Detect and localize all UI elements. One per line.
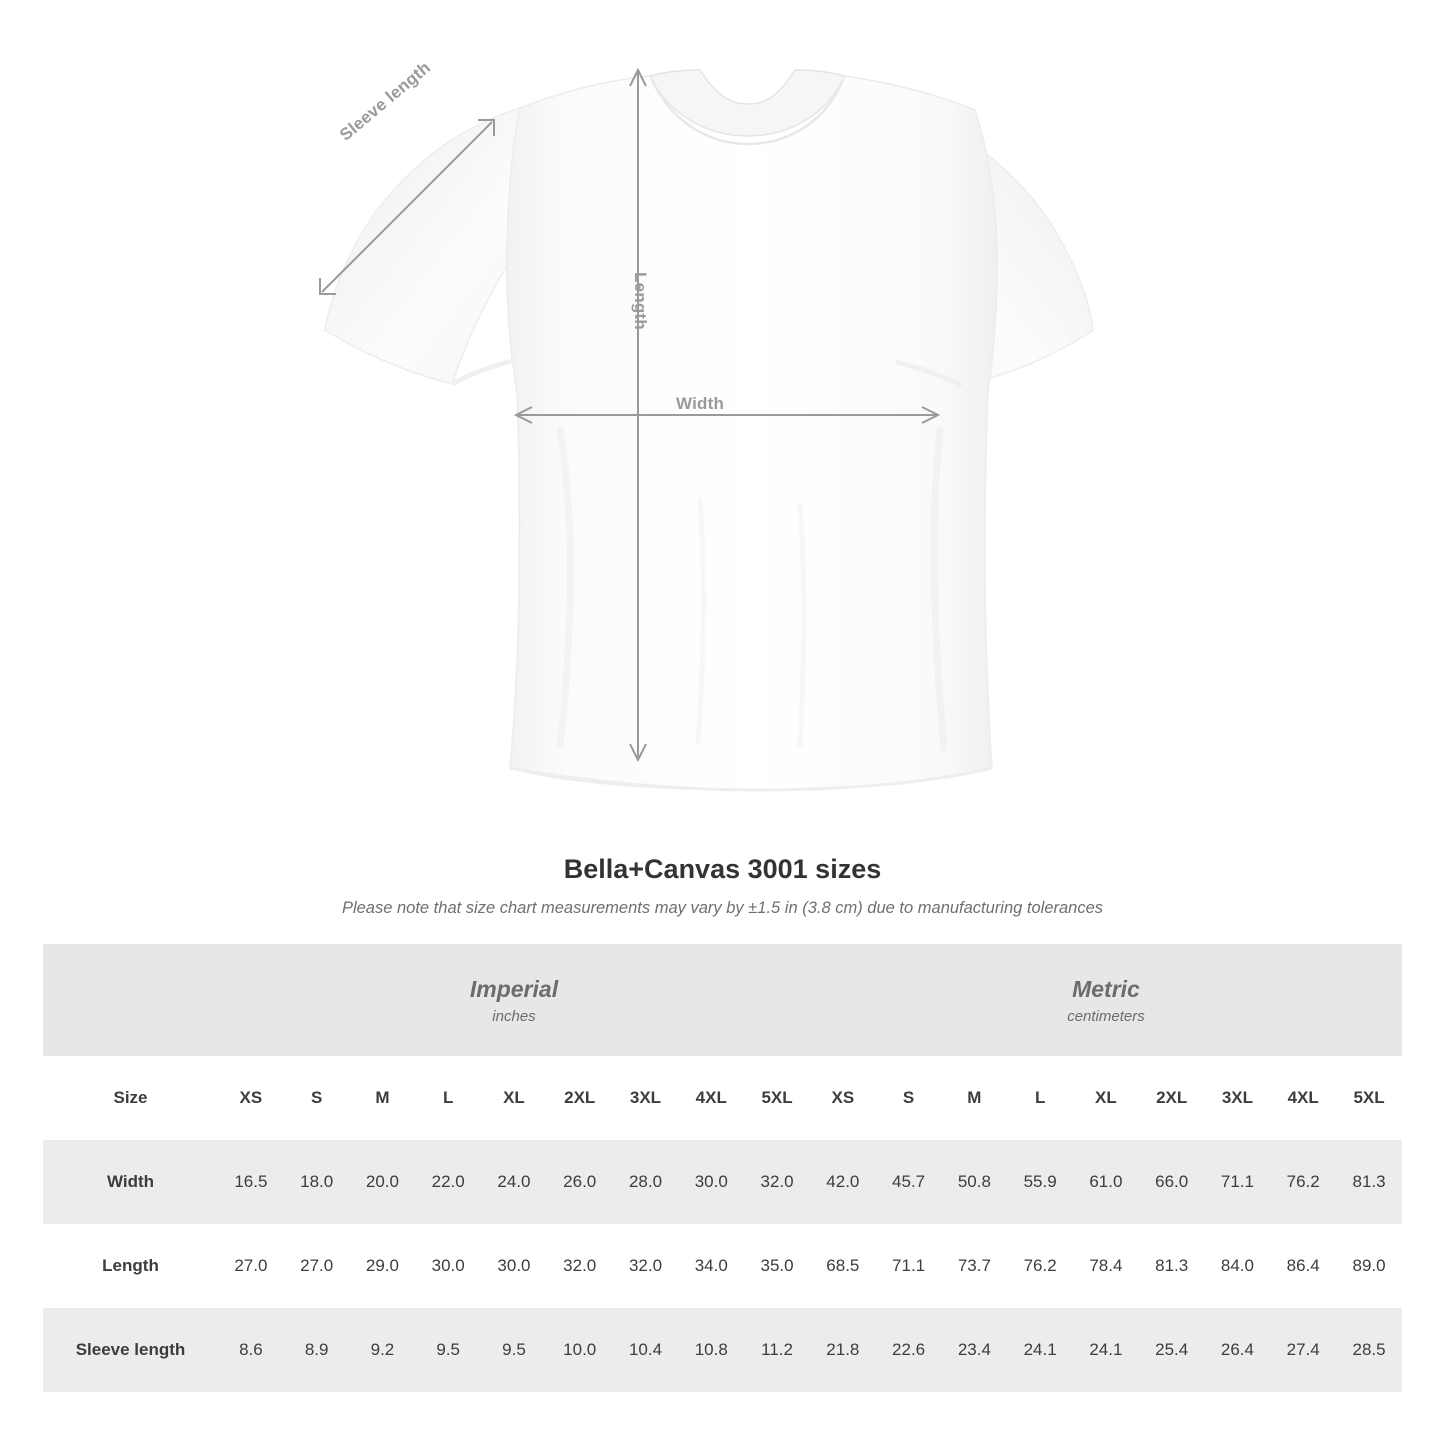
cell-length-5xl-metric: 89.0: [1336, 1224, 1402, 1308]
cell-width-5xl-metric: 81.3: [1336, 1140, 1402, 1224]
unit-group-imperial: [218, 944, 810, 1056]
column-header-xl-imperial: XL: [481, 1056, 547, 1140]
row-label-width: Width: [43, 1140, 218, 1224]
cell-sleeve-length-3xl-imperial: 10.4: [613, 1308, 679, 1392]
cell-sleeve-length-xs-metric: 21.8: [810, 1308, 876, 1392]
cell-width-xs-imperial: 16.5: [218, 1140, 284, 1224]
cell-length-l-metric: 76.2: [1007, 1224, 1073, 1308]
cell-width-s-metric: 45.7: [876, 1140, 942, 1224]
column-header-4xl-metric: 4XL: [1270, 1056, 1336, 1140]
cell-sleeve-length-2xl-metric: 25.4: [1139, 1308, 1205, 1392]
cell-length-m-metric: 73.7: [941, 1224, 1007, 1308]
column-header-2xl-metric: 2XL: [1139, 1056, 1205, 1140]
cell-sleeve-length-3xl-metric: 26.4: [1205, 1308, 1271, 1392]
cell-sleeve-length-xs-imperial: 8.6: [218, 1308, 284, 1392]
column-header-3xl-metric: 3XL: [1205, 1056, 1271, 1140]
column-header-3xl-imperial: 3XL: [613, 1056, 679, 1140]
cell-width-4xl-metric: 76.2: [1270, 1140, 1336, 1224]
table-row: [43, 1140, 1402, 1224]
cell-length-xs-metric: 68.5: [810, 1224, 876, 1308]
chart-title-block: [0, 854, 1445, 918]
cell-width-l-metric: 55.9: [1007, 1140, 1073, 1224]
column-header-4xl-imperial: 4XL: [678, 1056, 744, 1140]
cell-width-l-imperial: 22.0: [415, 1140, 481, 1224]
tolerance-note: Please note that size chart measurements may vary by ±1.5 in (3.8 cm) due to manufacturing tolerances: [341, 899, 1104, 917]
column-header-xs-metric: XS: [810, 1056, 876, 1140]
column-header-5xl-imperial: 5XL: [744, 1056, 810, 1140]
column-header-l-imperial: L: [415, 1056, 481, 1140]
cell-width-3xl-metric: 71.1: [1205, 1140, 1271, 1224]
column-header-l-metric: L: [1007, 1056, 1073, 1140]
cell-sleeve-length-4xl-metric: 27.4: [1270, 1308, 1336, 1392]
unit-group-imperial-sub: inches: [492, 1007, 536, 1025]
cell-length-3xl-metric: 84.0: [1205, 1224, 1271, 1308]
unit-header-spacer: [43, 944, 218, 1056]
cell-width-2xl-metric: 66.0: [1139, 1140, 1205, 1224]
size-chart-table-wrap: [43, 944, 1402, 1392]
cell-length-3xl-imperial: 32.0: [613, 1224, 679, 1308]
table-row: [43, 1224, 1402, 1308]
column-header-m-metric: M: [941, 1056, 1007, 1140]
cell-width-m-imperial: 20.0: [350, 1140, 416, 1224]
cell-sleeve-length-l-metric: 24.1: [1007, 1308, 1073, 1392]
unit-header-row: [43, 944, 1402, 1056]
cell-length-5xl-imperial: 35.0: [744, 1224, 810, 1308]
cell-length-xl-metric: 78.4: [1073, 1224, 1139, 1308]
cell-length-4xl-imperial: 34.0: [678, 1224, 744, 1308]
cell-width-xl-imperial: 24.0: [481, 1140, 547, 1224]
page-title: Bella+Canvas 3001 sizes: [563, 854, 882, 884]
unit-group-metric-name: Metric: [1072, 976, 1140, 1003]
column-header-xl-metric: XL: [1073, 1056, 1139, 1140]
cell-length-xl-imperial: 30.0: [481, 1224, 547, 1308]
cell-width-3xl-imperial: 28.0: [613, 1140, 679, 1224]
size-header-row: [43, 1056, 1402, 1140]
dimension-label-length: Length: [631, 272, 650, 330]
row-label-length: Length: [43, 1224, 218, 1308]
cell-sleeve-length-s-imperial: 8.9: [284, 1308, 350, 1392]
cell-width-5xl-imperial: 32.0: [744, 1140, 810, 1224]
cell-length-m-imperial: 29.0: [350, 1224, 416, 1308]
cell-width-s-imperial: 18.0: [284, 1140, 350, 1224]
cell-sleeve-length-m-imperial: 9.2: [350, 1308, 416, 1392]
table-row: [43, 1308, 1402, 1392]
cell-sleeve-length-l-imperial: 9.5: [415, 1308, 481, 1392]
size-chart-table: [43, 944, 1402, 1392]
cell-length-2xl-imperial: 32.0: [547, 1224, 613, 1308]
column-header-xs-imperial: XS: [218, 1056, 284, 1140]
cell-sleeve-length-s-metric: 22.6: [876, 1308, 942, 1392]
cell-length-s-imperial: 27.0: [284, 1224, 350, 1308]
column-header-5xl-metric: 5XL: [1336, 1056, 1402, 1140]
cell-sleeve-length-xl-metric: 24.1: [1073, 1308, 1139, 1392]
column-header-s-metric: S: [876, 1056, 942, 1140]
cell-sleeve-length-m-metric: 23.4: [941, 1308, 1007, 1392]
cell-length-4xl-metric: 86.4: [1270, 1224, 1336, 1308]
cell-sleeve-length-4xl-imperial: 10.8: [678, 1308, 744, 1392]
dimension-label-sleeve-length: Sleeve length: [336, 57, 435, 145]
column-header-m-imperial: M: [350, 1056, 416, 1140]
dimension-label-width: Width: [676, 394, 725, 413]
table-row-header-size: Size: [43, 1056, 218, 1140]
cell-width-xl-metric: 61.0: [1073, 1140, 1139, 1224]
cell-length-l-imperial: 30.0: [415, 1224, 481, 1308]
unit-group-metric: [810, 944, 1402, 1056]
cell-length-2xl-metric: 81.3: [1139, 1224, 1205, 1308]
cell-sleeve-length-xl-imperial: 9.5: [481, 1308, 547, 1392]
column-header-s-imperial: S: [284, 1056, 350, 1140]
unit-group-imperial-name: Imperial: [469, 976, 559, 1003]
column-header-2xl-imperial: 2XL: [547, 1056, 613, 1140]
cell-width-4xl-imperial: 30.0: [678, 1140, 744, 1224]
row-label-sleeve-length: Sleeve length: [43, 1308, 218, 1392]
cell-width-m-metric: 50.8: [941, 1140, 1007, 1224]
cell-sleeve-length-2xl-imperial: 10.0: [547, 1308, 613, 1392]
unit-group-metric-sub: centimeters: [1067, 1007, 1145, 1025]
cell-length-s-metric: 71.1: [876, 1224, 942, 1308]
cell-length-xs-imperial: 27.0: [218, 1224, 284, 1308]
cell-sleeve-length-5xl-imperial: 11.2: [744, 1308, 810, 1392]
cell-width-2xl-imperial: 26.0: [547, 1140, 613, 1224]
cell-width-xs-metric: 42.0: [810, 1140, 876, 1224]
cell-sleeve-length-5xl-metric: 28.5: [1336, 1308, 1402, 1392]
